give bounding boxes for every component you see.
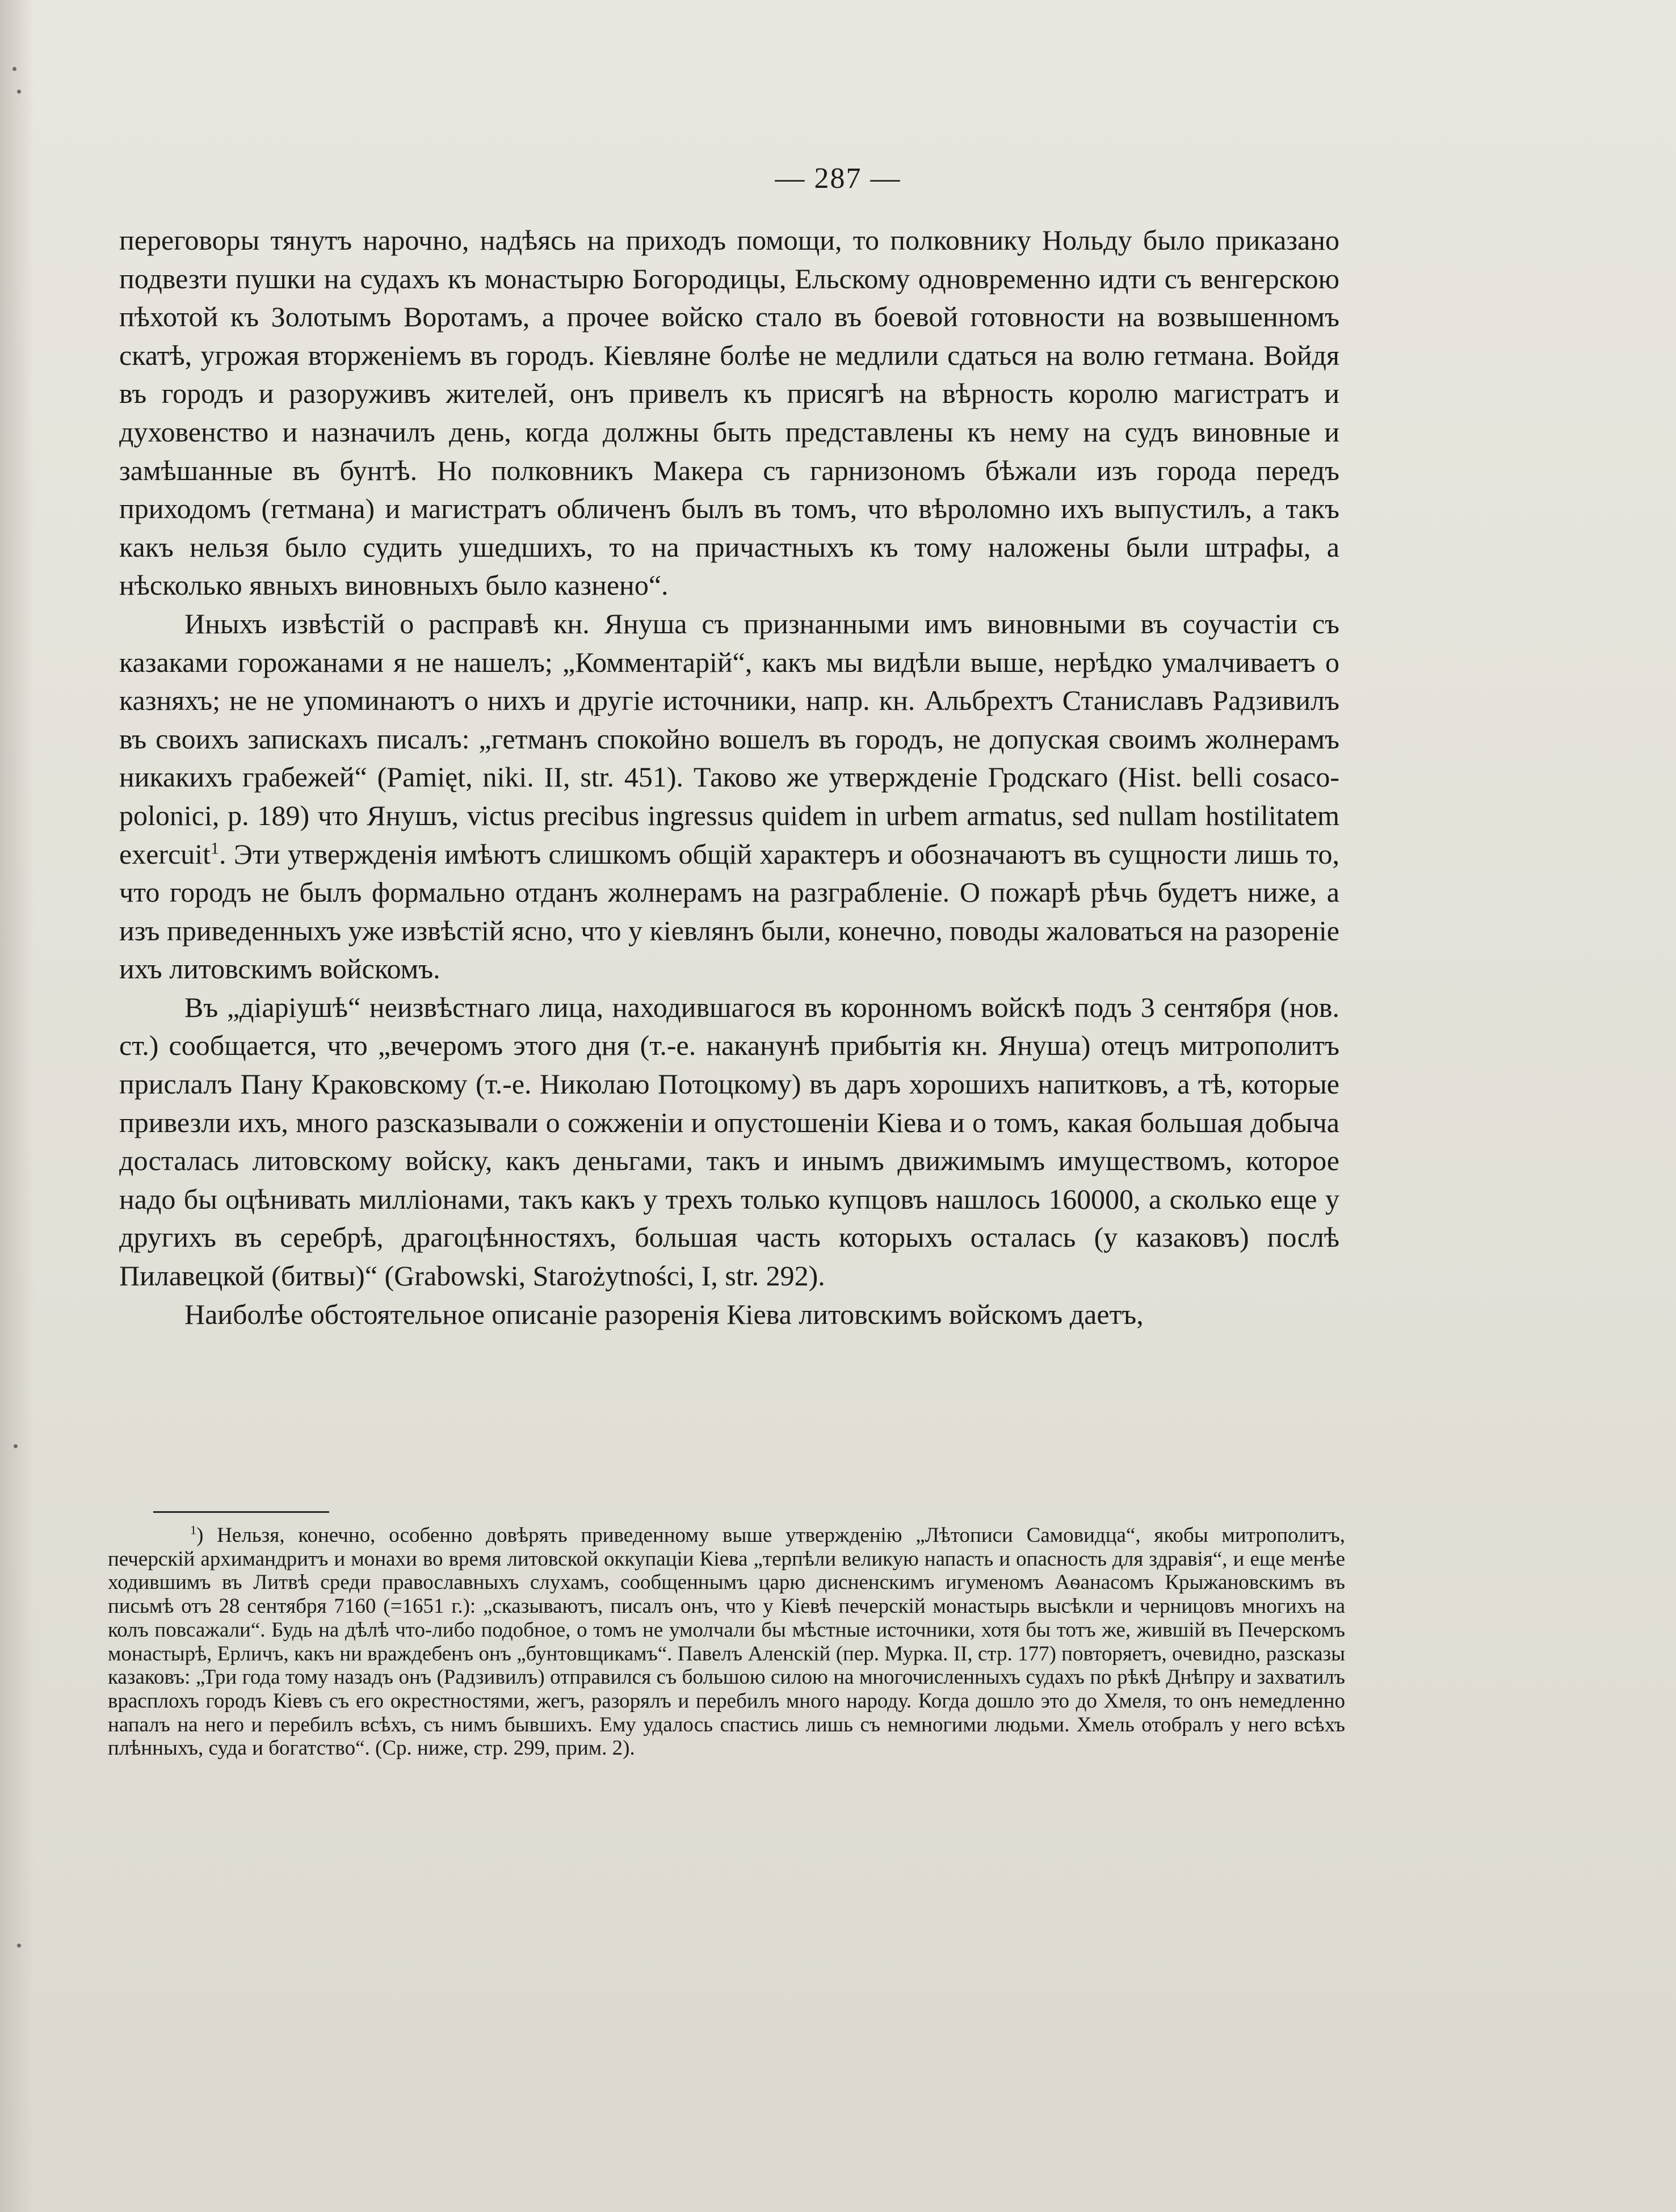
main-text [119,221,1339,1334]
footnote-divider [153,1511,329,1513]
paragraph-2 [119,605,1339,989]
paragraph-2-end: . Эти утвержденія имѣютъ слишкомъ общій характеръ и обозначаютъ въ сущности лишь то, что городъ не былъ формально отданъ жолнерамъ на разграбленіе. О пожарѣ рѣчь будетъ ниже, а изъ приведенныхъ уже извѣстій ясно, что у кіевлянъ были, конечно, поводы жаловаться на разореніе ихъ литовскимъ войскомъ. [119,838,1339,985]
margin-mark [12,67,16,71]
footnotes [108,1524,1345,1760]
paragraph-1: переговоры тянутъ нарочно, надѣясь на приходъ помощи, то полковнику Нольду было приказано подвезти пушки на судахъ къ монастырю Богородицы, Ельскому одновременно идти съ венгерскою пѣхотой къ Золотымъ Воротамъ, а прочее войско стало въ боевой готовности на возвышенномъ скатѣ, угрожая вторженіемъ въ городъ. Кіевляне болѣе не медлили сдаться на волю гетмана. Войдя въ городъ и разоруживъ жителей, онъ привелъ къ присягѣ на вѣрность королю магистратъ и духовенство и назначилъ день, когда должны быть представлены къ нему на судъ виновные и замѣшанные въ бунтѣ. Но полковникъ Макера съ гарнизономъ бѣжали изъ города передъ приходомъ (гетмана) и магистратъ обличенъ былъ въ томъ, что вѣроломно ихъ выпустилъ, а такъ какъ нельзя было судить ушедшихъ, то на причастныхъ къ тому наложены были штрафы, а нѣсколько явныхъ виновныхъ было казнено“. [119,224,1339,602]
paragraph-2-text: Иныхъ извѣстій о расправѣ кн. Януша съ признанными имъ виновными въ соучастіи съ казаками горожанами я не нашелъ; „Комментарій“, какъ мы видѣли выше, нерѣдко умалчиваетъ о казняхъ; не не упоминаютъ о нихъ и другіе источники, напр. кн. Альбрехтъ Станиславъ Радзивилъ въ своихъ запискахъ писалъ: „гетманъ спокойно вошелъ въ городъ, не допуская своимъ жолнерамъ никакихъ грабежей“ (Pamięt, niki. II, str. 451). Таково же утвержденіе Гродскаго (Hist. belli cosaco-polonici, p. 189) что Янушъ, victus precibus ingressus quidem in urbem armatus, sed nullam hostilitatem exercuit [119,607,1339,870]
margin-mark [14,1444,18,1448]
page-number: — 287 — [775,162,901,195]
margin-mark [17,1944,21,1948]
footnote-1-text: ) Нельзя, конечно, особенно довѣрять приведенному выше утвержденію „Лѣтописи Самовидца“, якобы митрополитъ, печерскій архимандритъ и монахи во время литовской оккупаціи Кіева „терпѣли великую напасть и опасность для здравія“, и еще менѣе ходившимъ въ Литвѣ среди православныхъ слухамъ, сообщеннымъ царю дисненскимъ игуменомъ Аѳанасомъ Крыжановскимъ въ письмѣ отъ 28 сентября 7160 (=1651 г.): „сказываютъ, писалъ онъ, что у Кіевѣ печерскій монастырь высѣкли и черницовъ многихъ на колъ повсажали“. Будь на дѣлѣ что-либо подобное, о томъ не умолчали бы мѣстные источники, хотя бы тотъ же, жившій въ Печерскомъ монастырѣ, Ерличъ, какъ ни враждебенъ онъ „бунтовщикамъ“. Павелъ Аленскій (пер. Мурка. II, стр. 177) повторяетъ, очевидно, разсказы казаковъ: „Три года тому назадъ онъ (Радзивилъ) отправился съ большою силою на многочисленныхъ судахъ по рѣкѣ Днѣпру и захватилъ врасплохъ городъ Кіевъ съ его окрестностями, жегъ, разорялъ и перебилъ много народу. Когда дошло это до Хмеля, то онъ немедленно напалъ на него и перебилъ всѣхъ, съ нимъ бывшихъ. Ему удалось спастись лишь съ немногими людьми. Хмель отобралъ у него всѣхъ плѣнныхъ, суда и богатство“. (Ср. ниже, стр. 299, прим. 2). [108,1524,1345,1760]
footnote-reference: 1 [211,838,220,857]
margin-mark [17,90,21,94]
footnote-1 [108,1524,1345,1760]
footnote-marker: 1 [190,1523,197,1537]
paragraph-3: Въ „діаріушѣ“ неизвѣстнаго лица, находившагося въ коронномъ войскѣ подъ 3 сентября (нов. ст.) сообщается, что „вечеромъ этого дня (т.-е. наканунѣ прибытія кн. Януша) отецъ митрополитъ прислалъ Пану Краковскому (т.-е. Николаю Потоцкому) въ даръ хорошихъ напитковъ, а тѣ, которые привезли ихъ, много разсказывали о сожженіи и опустошеніи Кіева и о томъ, какая большая добыча досталась литовскому войску, какъ деньгами, такъ и инымъ движимымъ имуществомъ, которое надо бы оцѣнивать милліонами, такъ какъ у трехъ только купцовъ нашлось 160000, а сколько еще у другихъ въ серебрѣ, драгоцѣнностяхъ, большая часть которыхъ осталась (у казаковъ) послѣ Пилавецкой (битвы)“ (Grabowski, Starożytności, I, str. 292). [119,991,1339,1292]
paragraph-4: Наиболѣе обстоятельное описаніе разоренія Кіева литовскимъ войскомъ даетъ, [184,1298,1144,1330]
page-edge-shadow [0,0,34,2212]
